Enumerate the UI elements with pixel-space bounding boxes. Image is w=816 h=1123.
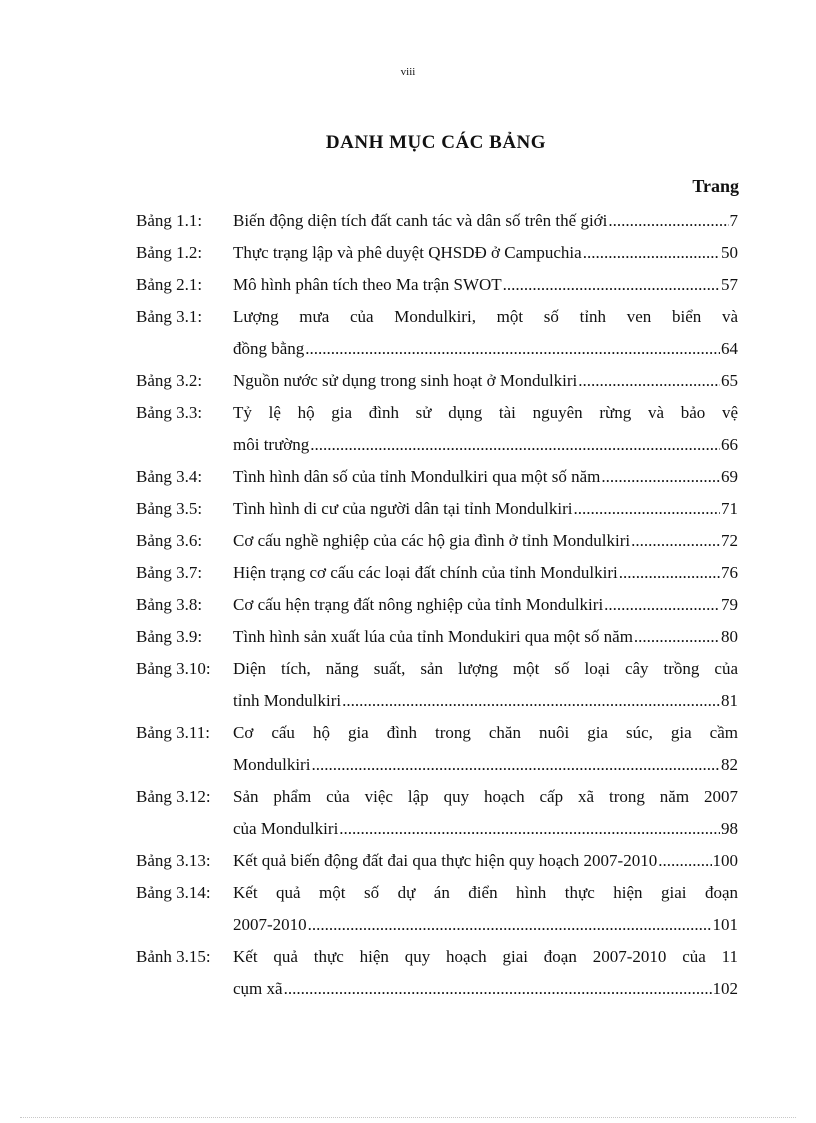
entry-page-number: 101 — [712, 915, 738, 934]
entry-label: Bảnh 3.15: — [136, 947, 211, 966]
entry-page-number: 64 — [721, 339, 738, 358]
entry-page-number: 81 — [721, 691, 738, 710]
entry-label: Bảng 3.8: — [136, 595, 203, 614]
entry-body — [233, 461, 738, 493]
toc-entry — [136, 589, 738, 621]
entry-label: Bảng 3.7: — [136, 563, 203, 582]
dot-leader — [578, 365, 720, 397]
entry-title-line1: Lượng mưa của Mondulkiri, một số tỉnh ven biển và — [233, 307, 738, 326]
dot-leader — [339, 813, 720, 845]
entry-title-line — [233, 621, 738, 653]
entry-title-line — [233, 237, 738, 269]
entry-title: Biến động diện tích đất canh tác và dân số trên thế giới — [233, 211, 608, 230]
entry-title-line1: Tỷ lệ hộ gia đình sử dụng tài nguyên rừng và bảo vệ — [233, 403, 738, 422]
entry-label: Bảng 3.4: — [136, 467, 203, 486]
entry-title-line — [233, 493, 738, 525]
entry-title-line — [233, 269, 738, 301]
entry-title: cụm xã — [233, 979, 283, 998]
entry-label: Bảng 3.14: — [136, 883, 211, 902]
entry-page-number: 79 — [721, 595, 738, 614]
entry-page-number: 100 — [712, 851, 738, 870]
dot-leader — [604, 589, 720, 621]
dot-leader — [311, 749, 720, 781]
dot-leader — [619, 557, 720, 589]
entry-title: Cơ cấu nghề nghiệp của các hộ gia đình ở tỉnh Mondulkiri — [233, 531, 631, 550]
entry-body — [233, 525, 738, 557]
dot-leader — [305, 333, 720, 365]
toc-entry — [136, 877, 738, 941]
entry-page-number: 72 — [721, 531, 738, 550]
entry-body — [233, 397, 738, 461]
toc-entry — [136, 365, 738, 397]
toc-entry — [136, 237, 738, 269]
dot-leader — [631, 525, 720, 557]
entry-title-line — [233, 813, 738, 845]
toc-entry — [136, 653, 738, 717]
entry-title-line — [233, 973, 738, 1005]
entry-label: Bảng 3.5: — [136, 499, 203, 518]
toc-entry — [136, 493, 738, 525]
entry-body — [233, 365, 738, 397]
toc-entry — [136, 397, 738, 461]
entry-title-line1: Kết quả thực hiện quy hoạch giai đoạn 2007-2010 của 11 — [233, 947, 738, 966]
entry-title-line — [233, 365, 738, 397]
entry-title-line1: Sản phẩm của việc lập quy hoạch cấp xã trong năm 2007 — [233, 787, 738, 806]
table-list — [136, 205, 738, 1005]
entry-label: Bảng 3.1: — [136, 307, 203, 326]
entry-page-number: 102 — [712, 979, 738, 998]
dot-leader — [308, 909, 712, 941]
entry-title-line — [233, 429, 738, 461]
entry-title-line — [233, 845, 738, 877]
toc-entry — [136, 557, 738, 589]
entry-page-number: 76 — [721, 563, 738, 582]
entry-body — [233, 589, 738, 621]
entry-body — [233, 941, 738, 1005]
entry-title: Hiện trạng cơ cấu các loại đất chính của tỉnh Mondulkiri — [233, 563, 618, 582]
entry-title: của Mondulkiri — [233, 819, 339, 838]
dot-leader — [608, 205, 728, 237]
entry-title-line — [233, 909, 738, 941]
entry-page-number: 50 — [721, 243, 738, 262]
entry-title: Mondulkiri — [233, 755, 311, 774]
dot-leader — [342, 685, 720, 717]
toc-entry — [136, 269, 738, 301]
entry-body — [233, 301, 738, 365]
entry-title-line1: Kết quả một số dự án điển hình thực hiện giai đoạn — [233, 883, 738, 902]
entry-title: môi trường — [233, 435, 310, 454]
entry-page-number: 82 — [721, 755, 738, 774]
entry-body — [233, 237, 738, 269]
entry-title-line — [233, 525, 738, 557]
entry-page-number: 80 — [721, 627, 738, 646]
dot-leader — [503, 269, 720, 301]
dot-leader — [601, 461, 720, 493]
entry-label: Bảng 2.1: — [136, 275, 203, 294]
entry-label: Bảng 3.12: — [136, 787, 211, 806]
dot-leader — [574, 493, 720, 525]
entry-label: Bảng 3.10: — [136, 659, 211, 678]
entry-page-number: 66 — [721, 435, 738, 454]
toc-entry — [136, 845, 738, 877]
toc-entry — [136, 781, 738, 845]
entry-title-line — [233, 333, 738, 365]
entry-title: Tình hình sản xuất lúa của tỉnh Mondukiri qua một số năm — [233, 627, 633, 646]
entry-label: Bảng 3.13: — [136, 851, 211, 870]
entry-title: Nguồn nước sử dụng trong sinh hoạt ở Mondulkiri — [233, 371, 578, 390]
dot-leader — [634, 621, 720, 653]
entry-title: Thực trạng lập và phê duyệt QHSDĐ ở Campuchia — [233, 243, 582, 262]
entry-page-number: 57 — [721, 275, 738, 294]
entry-label: Bảng 3.9: — [136, 627, 203, 646]
toc-entry — [136, 461, 738, 493]
entry-title: đồng bằng — [233, 339, 305, 358]
page-number: viii — [400, 66, 416, 78]
dot-leader — [284, 973, 712, 1005]
entry-page-number: 69 — [721, 467, 738, 486]
entry-title-line — [233, 205, 738, 237]
entry-title: tỉnh Mondulkiri — [233, 691, 342, 710]
page-column-header: Trang — [692, 176, 739, 196]
entry-body — [233, 621, 738, 653]
entry-title-line — [233, 749, 738, 781]
toc-entry — [136, 205, 738, 237]
page-title: DANH MỤC CÁC BẢNG — [325, 132, 547, 153]
entry-title: Cơ cấu hện trạng đất nông nghiệp của tỉnh Mondulkiri — [233, 595, 604, 614]
toc-entry — [136, 941, 738, 1005]
entry-body — [233, 717, 738, 781]
entry-label: Bảng 3.6: — [136, 531, 203, 550]
entry-label: Bảng 1.2: — [136, 243, 203, 262]
entry-label: Bảng 3.3: — [136, 403, 203, 422]
entry-body — [233, 557, 738, 589]
entry-page-number: 71 — [721, 499, 738, 518]
entry-label: Bảng 3.11: — [136, 723, 210, 742]
dot-leader — [583, 237, 720, 269]
entry-body — [233, 877, 738, 941]
toc-entry — [136, 525, 738, 557]
entry-title-line1: Diện tích, năng suất, sản lượng một số loại cây trồng của — [233, 659, 738, 678]
dot-leader — [310, 429, 720, 461]
entry-page-number: 7 — [729, 211, 738, 230]
entry-title: Kết quả biến động đất đai qua thực hiện quy hoạch 2007-2010 — [233, 851, 658, 870]
entry-body — [233, 493, 738, 525]
dot-leader — [658, 845, 711, 877]
entry-title-line — [233, 557, 738, 589]
entry-title-line — [233, 589, 738, 621]
entry-body — [233, 845, 738, 877]
entry-title-line1: Cơ cấu hộ gia đình trong chăn nuôi gia súc, gia cầm — [233, 723, 738, 742]
entry-label: Bảng 3.2: — [136, 371, 203, 390]
entry-title: 2007-2010 — [233, 915, 307, 934]
entry-page-number: 98 — [721, 819, 738, 838]
entry-title: Tình hình di cư của người dân tại tỉnh Mondulkiri — [233, 499, 573, 518]
entry-page-number: 65 — [721, 371, 738, 390]
toc-entry — [136, 301, 738, 365]
entry-label: Bảng 1.1: — [136, 211, 203, 230]
entry-title-line — [233, 461, 738, 493]
footer-divider — [20, 1117, 796, 1118]
entry-title-line — [233, 685, 738, 717]
entry-body — [233, 781, 738, 845]
entry-title: Tình hình dân số của tỉnh Mondulkiri qua một số năm — [233, 467, 601, 486]
entry-body — [233, 653, 738, 717]
toc-entry — [136, 621, 738, 653]
toc-entry — [136, 717, 738, 781]
entry-title: Mô hình phân tích theo Ma trận SWOT — [233, 275, 502, 294]
entry-body — [233, 205, 738, 237]
entry-body — [233, 269, 738, 301]
